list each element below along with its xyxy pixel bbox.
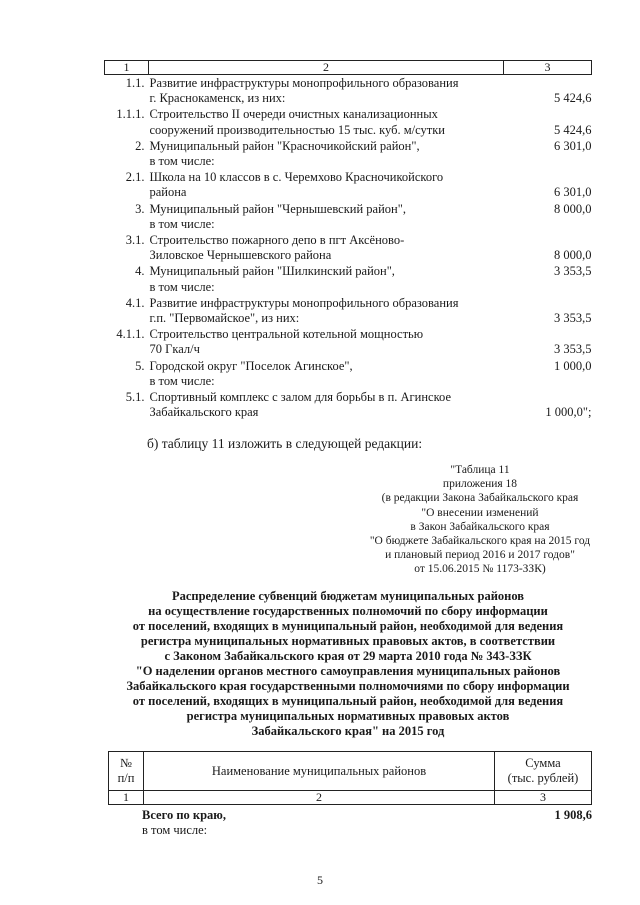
header-number-line2: п/п xyxy=(117,771,135,785)
table-row xyxy=(105,326,592,357)
table-row xyxy=(105,106,592,137)
page-number: 5 xyxy=(317,873,323,887)
row-name-line: в том числе: xyxy=(149,154,215,169)
row-number: 2.1. xyxy=(125,170,145,185)
row-name-line: г.п. "Первомайское", из них: xyxy=(149,311,300,326)
title-line: от поселений, входящих в муниципальный район, необходимой для ведения xyxy=(132,694,564,708)
reference-line: "О внесении изменений xyxy=(421,506,539,519)
total-value: 1 908,6 xyxy=(554,808,592,822)
column-number-3: 3 xyxy=(504,61,592,75)
row-sum: 8 000,0 xyxy=(554,248,592,263)
amendment-paragraph: б) таблицу 11 изложить в следующей редакции: xyxy=(147,436,423,451)
subsidies-table-continuation xyxy=(104,60,592,420)
row-name-line: Зиловское Чернышевского района xyxy=(149,248,332,263)
table-row xyxy=(105,389,592,420)
table-row xyxy=(105,169,592,200)
total-row xyxy=(142,808,592,838)
row-sum: 5 424,6 xyxy=(554,91,592,106)
reference-line: от 15.06.2015 № 1173-ЗЗК) xyxy=(414,563,546,576)
row-sum: 5 424,6 xyxy=(554,122,592,137)
row-name xyxy=(149,358,504,389)
row-name-line: сооружений производительностью 15 тыс. куб. м/сутки xyxy=(149,122,445,137)
row-number: 1.1. xyxy=(125,76,145,90)
row-name-line: района xyxy=(149,185,187,200)
reference-line: и плановый период 2016 и 2017 годов" xyxy=(385,549,575,562)
row-name xyxy=(149,263,504,294)
total-label: Всего по краю, xyxy=(142,808,226,822)
column-number-2: 2 xyxy=(149,61,504,75)
reference-line: "Таблица 11 xyxy=(450,464,510,476)
header-amount-line1: Сумма xyxy=(525,756,561,770)
title-line: регистра муниципальных нормативных правовых актов xyxy=(186,709,510,723)
title-line: на осуществление государственных полномочий по сбору информации xyxy=(148,604,548,618)
header-number-line1: № xyxy=(120,756,132,770)
header-district-name: Наименование муниципальных районов xyxy=(144,752,495,791)
title-line: от поселений, входящих в муниципальный район, необходимой для ведения xyxy=(132,619,564,633)
row-number: 5. xyxy=(135,358,145,373)
title-line: Распределение субвенций бюджетам муниципальных районов xyxy=(171,589,525,603)
row-sum: 6 301,0 xyxy=(554,138,592,153)
row-name xyxy=(149,326,504,357)
row-sum: 3 353,5 xyxy=(554,342,592,357)
row-name-line: Развитие инфраструктуры монопрофильного образования xyxy=(149,76,459,90)
row-number: 2. xyxy=(135,138,145,153)
table-row xyxy=(105,295,592,326)
row-name xyxy=(149,169,504,200)
row-name-line: Муниципальный район "Чернышевский район", xyxy=(149,201,406,216)
row-name xyxy=(149,201,504,232)
table-11-column-numbers xyxy=(109,791,592,805)
col-num-2: 2 xyxy=(144,791,495,805)
row-name-line: в том числе: xyxy=(149,216,215,231)
row-name-line: Муниципальный район "Шилкинский район", xyxy=(149,264,395,279)
title-line: Забайкальского края государственными полномочиями по сбору информации xyxy=(126,679,570,693)
col-num-3: 3 xyxy=(495,791,592,805)
row-sum: 3 353,5 xyxy=(554,264,592,279)
row-sum: 6 301,0 xyxy=(554,185,592,200)
column-number-1: 1 xyxy=(105,61,149,75)
row-name xyxy=(149,389,504,420)
row-sum: 8 000,0 xyxy=(554,201,592,216)
row-name-line: Забайкальского края xyxy=(149,405,259,420)
reference-line: "О бюджете Забайкальского края на 2015 год xyxy=(369,535,591,548)
row-name xyxy=(149,75,504,107)
table-11-header xyxy=(108,751,592,805)
header-number-col xyxy=(109,752,144,791)
table-row xyxy=(105,263,592,294)
table-row xyxy=(105,201,592,232)
row-name xyxy=(149,232,504,263)
reference-line: (в редакции Закона Забайкальского края xyxy=(381,492,579,505)
row-name xyxy=(149,106,504,137)
row-name-line: в том числе: xyxy=(149,279,215,294)
row-name-line: в том числе: xyxy=(149,373,215,388)
reference-line: приложения 18 xyxy=(442,478,518,491)
table-reference-block xyxy=(330,463,630,577)
row-number: 4. xyxy=(135,264,145,279)
row-number: 3.1. xyxy=(125,233,145,248)
row-number: 3. xyxy=(135,201,145,216)
total-sub: в том числе: xyxy=(142,823,208,837)
table-title xyxy=(88,589,608,739)
title-line: "О наделении органов местного самоуправления муниципальных районов xyxy=(135,664,561,678)
row-number: 4.1.1. xyxy=(116,327,145,342)
row-name-line: Строительство II очереди очистных канализационных xyxy=(149,107,438,122)
table-row xyxy=(105,138,592,169)
row-name xyxy=(149,138,504,169)
row-name-line: Муниципальный район "Красночикойский район", xyxy=(149,138,420,153)
row-name-line: Строительство центральной котельной мощностью xyxy=(149,327,424,342)
title-line: регистра муниципальных нормативных правовых актов, в соответствии xyxy=(140,634,556,648)
title-line: с Законом Забайкальского края от 29 марта 2010 года № 343-ЗЗК xyxy=(164,649,532,663)
table-column-numbers xyxy=(105,61,592,75)
row-name-line: Развитие инфраструктуры монопрофильного образования xyxy=(149,295,459,310)
row-name-line: Школа на 10 классов в с. Черемхово Красночикойского xyxy=(149,170,444,185)
table-row xyxy=(105,232,592,263)
row-name-line: г. Краснокаменск, из них: xyxy=(149,91,286,106)
header-amount-line2: (тыс. рублей) xyxy=(507,771,579,785)
row-name xyxy=(149,295,504,326)
table-11-header-row xyxy=(109,752,592,791)
row-sum: 3 353,5 xyxy=(554,311,592,326)
row-name-line: Строительство пожарного депо в пгт Аксёново- xyxy=(149,233,405,248)
row-sum: 1 000,0 xyxy=(554,358,592,373)
header-amount-col xyxy=(495,752,592,791)
row-name-line: Спортивный комплекс с залом для борьбы в п. Агинское xyxy=(149,390,451,405)
table-row xyxy=(105,358,592,389)
title-line: Забайкальского края" на 2015 год xyxy=(251,724,445,738)
row-number: 4.1. xyxy=(125,295,145,310)
row-number: 5.1. xyxy=(125,390,145,405)
row-number: 1.1.1. xyxy=(116,107,145,122)
row-name-line: Городской округ "Поселок Агинское", xyxy=(149,358,353,373)
col-num-1: 1 xyxy=(109,791,144,805)
reference-line: в Закон Забайкальского края xyxy=(410,520,550,533)
row-sum: 1 000,0"; xyxy=(545,405,592,420)
table-row xyxy=(105,75,592,107)
row-name-line: 70 Гкал/ч xyxy=(149,342,200,357)
